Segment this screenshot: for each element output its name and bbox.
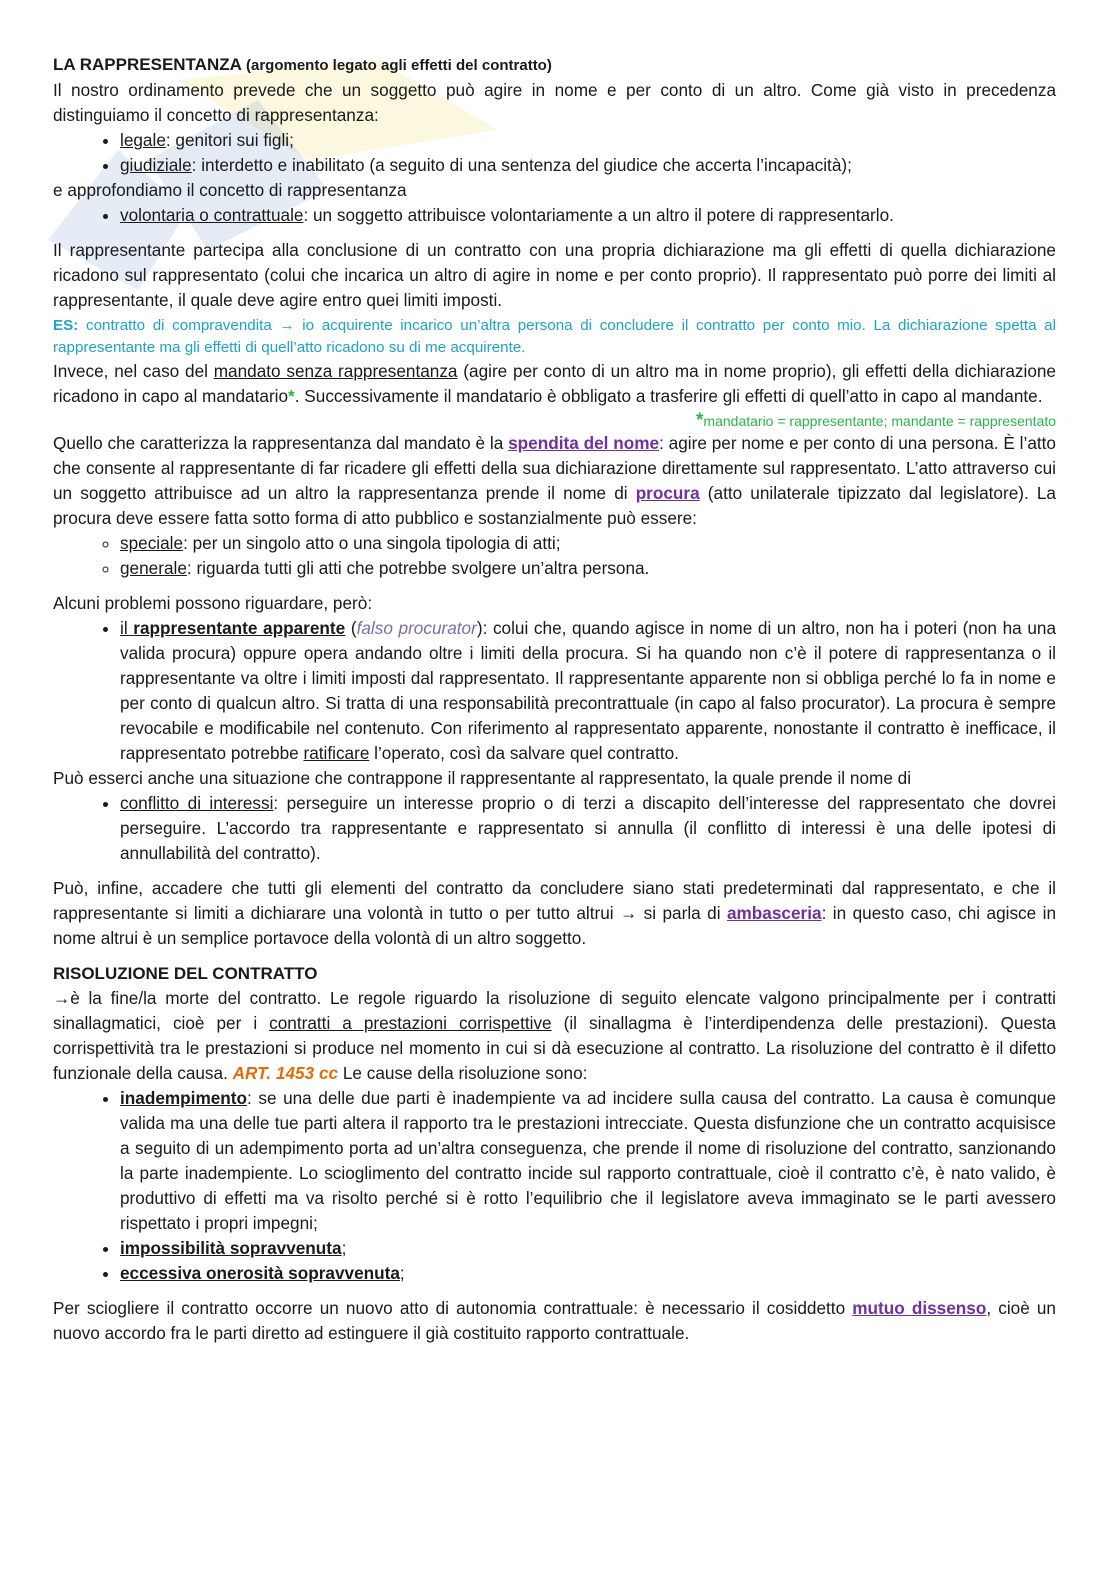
list-item: • eccessiva onerosità sopravvenuta; bbox=[120, 1261, 1056, 1286]
paragraph-rappresentante: Il rappresentante partecipa alla conclusione di un contratto con una propria dichiarazione ma gli effetti di quella dichiarazione ricadono sul rappresentato (colui che incarica un altro di agire in nome e per conto proprio). Il rappresentato può porre dei limiti al rappresentante, il quale deve agire entro quei limiti imposti. bbox=[53, 240, 1056, 310]
conflict-intro: Può esserci anche una situazione che contrappone il rappresentante al rappresentato, la quale prende il nome di bbox=[53, 768, 912, 788]
problems-list bbox=[53, 616, 1056, 766]
problems-intro: Alcuni problemi possono riguardare, però: bbox=[53, 593, 373, 613]
arrow-right-icon: → bbox=[279, 317, 295, 334]
list-item: ◦ speciale: per un singolo atto o una singola tipologia di atti; bbox=[120, 531, 1056, 556]
paragraph-spendita: Quello che caratterizza la rappresentanza dal mandato è la spendita del nome: agire per nome e per conto di una persona. È l’atto che consente al rappresentante di far ricadere gli effetti della sua dichiarazione direttamente sul rappresentato. L’atto attraverso cui un soggetto attribuisce ad un altro la rappresentanza prende il nome di procura (atto unilaterale tipizzato dal legislatore). La procura deve essere fatta sotto forma di atto pubblico e sostanzialmente può essere: bbox=[53, 433, 1056, 528]
section-title-risoluzione: RISOLUZIONE DEL CONTRATTO bbox=[53, 964, 318, 983]
causes-list bbox=[53, 1086, 1056, 1286]
paragraph-ambasceria: Può, infine, accadere che tutti gli elementi del contratto da concludere siano stati predeterminati dal rappresentato, e che il rappresentante si limiti a dichiarare una volontà in tutto o per tutto altrui → si parla di ambasceria: in questo caso, chi agisce in nome altrui è un semplice portavoce della volontà di un altro soggetto. bbox=[53, 878, 1057, 948]
list-item: • il rappresentante apparente (falso procurator): colui che, quando agisce in nome di un altro, non ha i poteri (non ha una valida procura) oppure opera andando oltre i limiti della procura. Si ha quando non c’è il potere di rappresentanza o il rappresentante va oltre i limiti imposti dal rappresentato. Il rappresentante apparente non si obbliga perché lo fa in nome e per conto di qualcun altro. Si tratta di una responsabilità precontrattuale (in capo al falso procurator). La procura è sempre revocabile e modificabile nel contenuto. Con riferimento al rappresentato apparente, nonostante il contratto è inefficace, il rappresentato potrebbe ratificare l’operato, così da salvare quel contratto. bbox=[120, 616, 1056, 766]
conflict-list bbox=[53, 791, 1056, 866]
voluntary-list bbox=[53, 203, 1056, 228]
procura-types-list bbox=[53, 531, 1056, 581]
paragraph-mandato: Invece, nel caso del mandato senza rappresentanza (agire per conto di un altro ma in nome proprio), gli effetti della dichiarazione ricadono in capo al mandatario*. Successivamente il mandatario è obbligato a trasferire gli effetti di quell’atto in capo al mandante. bbox=[53, 361, 1056, 406]
list-item: • legale: genitori sui figli; bbox=[120, 128, 1056, 153]
arrow-right-icon: → bbox=[620, 903, 638, 923]
list-item: • impossibilità sopravvenuta; bbox=[120, 1236, 1056, 1261]
example-note: ES: contratto di compravendita → io acquirente incarico un’altra persona di concludere il contratto per conto mio. La dichiarazione spetta al rappresentante ma gli effetti di quell’atto ricadono su di me acquirente. bbox=[53, 317, 1056, 356]
paragraph-risoluzione: →è la fine/la morte del contratto. Le regole riguardo la risoluzione di seguito elencate valgono principalmente per i contratti sinallagmatici, cioè per i contratti a prestazioni corrispettive (il sinallagma è l’interdipendenza delle prestazioni). Questa corrispettività tra le prestazioni si produce nel momento in cui si dà esecuzione al contratto. La risoluzione del contratto è il difetto funzionale della causa. ART. 1453 cc Le cause della risoluzione sono: bbox=[53, 988, 1056, 1083]
document-page bbox=[53, 52, 1056, 1346]
list-item: • giudiziale: interdetto e inabilitato (a seguito di una sentenza del giudice che accerta l’incapacità); bbox=[120, 153, 1056, 178]
paragraph-mutuo-dissenso: Per sciogliere il contratto occorre un nuovo atto di autonomia contrattuale: è necessario il cosiddetto mutuo dissenso, cioè un nuovo accordo fra le parti diretto ad estinguere il già costituito rapporto contrattuale. bbox=[53, 1298, 1056, 1343]
list-item: • inadempimento: se una delle due parti è inadempiente va ad incidere sulla causa del contratto. La causa è comunque valida ma una delle tue parti altera il rapporto tra le prestazioni intrecciate. Questa disfunzione che un contratto acquisisce a seguito di un adempimento porta ad un’altra conseguenza, che prende il nome di risoluzione del contratto, sanzionando la parte inadempiente. Lo scioglimento del contratto incide sul rapporto contrattuale, cioè il contratto c’è, è nato valido, è produttivo di effetti ma va risolto perché si è rotto l’equilibrio che il legislatore aveva immaginato se le parti avessero rispettato i propri impegni; bbox=[120, 1086, 1056, 1236]
arrow-right-icon: → bbox=[53, 988, 71, 1008]
section-title-rappresentanza: LA RAPPRESENTANZA (argomento legato agli effetti del contratto) bbox=[53, 55, 552, 74]
footnote-mandatario: *mandatario = rappresentante; mandante = rappresentato bbox=[696, 410, 1056, 431]
representation-types-list bbox=[53, 128, 1056, 178]
list-item: • volontaria o contrattuale: un soggetto attribuisce volontariamente a un altro il potere di rappresentarlo. bbox=[120, 203, 1056, 228]
list-item: ◦ generale: riguarda tutti gli atti che potrebbe svolgere un’altra persona. bbox=[120, 556, 1056, 581]
list-item: • conflitto di interessi: perseguire un interesse proprio o di terzi a discapito dell’interesse del rappresentato che dovrei perseguire. L’accordo tra rappresentante e rappresentato si annulla (il conflitto di interessi è una delle ipotesi di annullabilità del contratto). bbox=[120, 791, 1056, 866]
intro-paragraph: Il nostro ordinamento prevede che un soggetto può agire in nome e per conto di un altro. Come già visto in precedenza distinguiamo il concetto di rappresentanza: bbox=[53, 80, 1056, 125]
deepen-line: e approfondiamo il concetto di rappresentanza bbox=[53, 180, 407, 200]
